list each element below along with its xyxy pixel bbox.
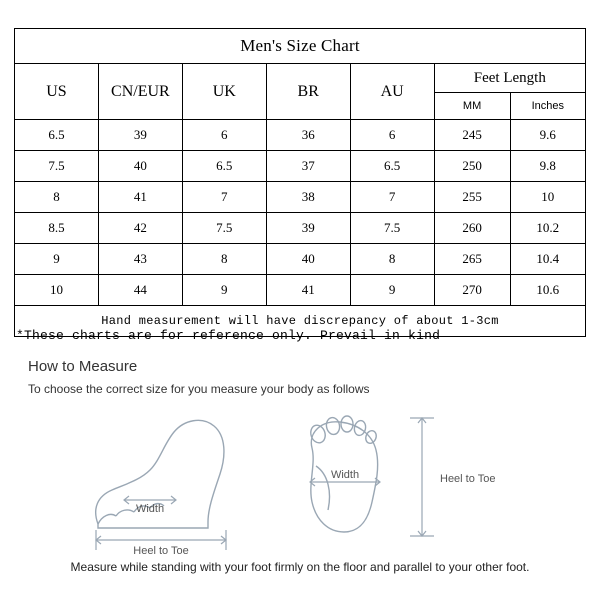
cell-br: 37 (266, 151, 350, 182)
measurement-diagram (40, 404, 560, 554)
cell-cn-eur: 39 (98, 120, 182, 151)
how-to-measure-subtitle: To choose the correct size for you measure your body as follows (28, 382, 370, 396)
cell-us: 6.5 (15, 120, 99, 151)
cell-uk: 7.5 (182, 213, 266, 244)
cell-inches: 10.2 (510, 213, 585, 244)
cell-au: 6.5 (350, 151, 434, 182)
column-header-mm: MM (434, 93, 510, 120)
measure-instruction-footer: Measure while standing with your foot firmly on the floor and parallel to your other foot. (70, 560, 530, 574)
cell-us: 7.5 (15, 151, 99, 182)
cell-inches: 10 (510, 182, 585, 213)
cell-cn-eur: 43 (98, 244, 182, 275)
cell-mm: 255 (434, 182, 510, 213)
how-to-measure-title: How to Measure (28, 358, 138, 375)
measurement-discrepancy-note: Hand measurement will have discrepancy of about 1-3cm (15, 306, 586, 337)
table-header-row-1 (15, 64, 586, 93)
cell-mm: 265 (434, 244, 510, 275)
column-header-feet-length: Feet Length (434, 64, 585, 93)
cell-br: 40 (266, 244, 350, 275)
size-chart-table-wrapper (14, 28, 586, 337)
cell-us: 10 (15, 275, 99, 306)
table-row (15, 275, 586, 306)
cell-inches: 9.8 (510, 151, 585, 182)
cell-inches: 10.6 (510, 275, 585, 306)
cell-us: 8 (15, 182, 99, 213)
cell-au: 8 (350, 244, 434, 275)
top-view-length-arrow-icon (410, 418, 434, 536)
column-header-au: AU (350, 64, 434, 120)
table-title-row (15, 29, 586, 64)
cell-br: 38 (266, 182, 350, 213)
column-header-inches: Inches (510, 93, 585, 120)
table-row (15, 244, 586, 275)
cell-uk: 8 (182, 244, 266, 275)
column-header-uk: UK (182, 64, 266, 120)
cell-inches: 10.4 (510, 244, 585, 275)
cell-uk: 7 (182, 182, 266, 213)
cell-br: 41 (266, 275, 350, 306)
cell-mm: 260 (434, 213, 510, 244)
cell-au: 9 (350, 275, 434, 306)
cell-inches: 9.6 (510, 120, 585, 151)
cell-mm: 250 (434, 151, 510, 182)
cell-au: 7.5 (350, 213, 434, 244)
column-header-us: US (15, 64, 99, 120)
cell-au: 6 (350, 120, 434, 151)
cell-mm: 270 (434, 275, 510, 306)
side-view-length-label: Heel to Toe (133, 545, 189, 554)
size-chart-table (14, 28, 586, 337)
cell-uk: 9 (182, 275, 266, 306)
cell-br: 36 (266, 120, 350, 151)
top-view-width-label: Width (330, 469, 360, 481)
column-header-br: BR (266, 64, 350, 120)
cell-cn-eur: 44 (98, 275, 182, 306)
cell-us: 8.5 (15, 213, 99, 244)
side-view-width-label: Width (135, 503, 165, 515)
table-row (15, 213, 586, 244)
top-view-length-label: Heel to Toe (440, 473, 496, 485)
cell-mm: 245 (434, 120, 510, 151)
cell-cn-eur: 40 (98, 151, 182, 182)
table-row (15, 151, 586, 182)
table-row (15, 120, 586, 151)
cell-us: 9 (15, 244, 99, 275)
reference-disclaimer: *These charts are for reference only. Prevail in kind (16, 328, 441, 343)
page-title: Men's Size Chart (15, 29, 586, 64)
column-header-cn-eur: CN/EUR (98, 64, 182, 120)
cell-au: 7 (350, 182, 434, 213)
cell-cn-eur: 42 (98, 213, 182, 244)
cell-uk: 6.5 (182, 151, 266, 182)
cell-uk: 6 (182, 120, 266, 151)
cell-cn-eur: 41 (98, 182, 182, 213)
cell-br: 39 (266, 213, 350, 244)
table-row (15, 182, 586, 213)
